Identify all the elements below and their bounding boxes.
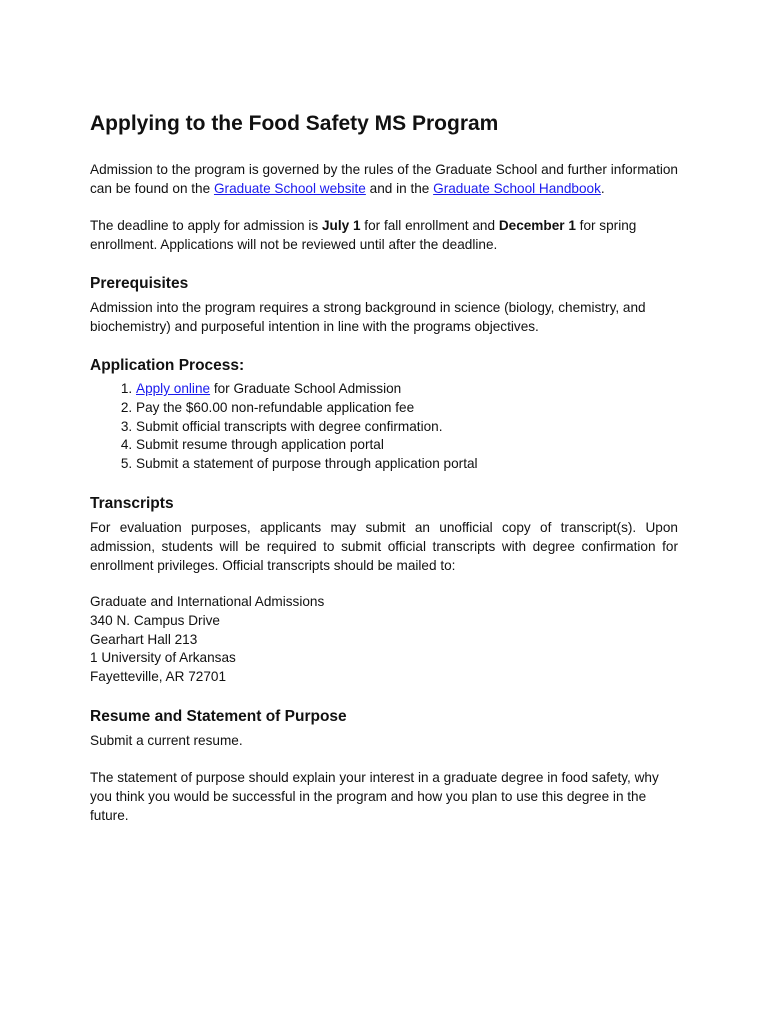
application-step bbox=[136, 380, 678, 399]
deadline-text-2: for fall enrollment and bbox=[360, 218, 499, 233]
intro-text-1: Admission to the program is governed by the rules of the Graduate School and further information can be found on the bbox=[90, 162, 678, 196]
intro-text-2: and in the bbox=[365, 181, 434, 196]
resume-text: Submit a current resume. bbox=[90, 732, 243, 748]
application-step: 2. Pay the $60.00 non-refundable application fee bbox=[136, 399, 678, 418]
application-step: 4. Submit resume through application portal bbox=[136, 436, 678, 455]
application-process-heading: Application Process: bbox=[90, 357, 245, 374]
prerequisites-heading: Prerequisites bbox=[90, 275, 189, 292]
deadline-text-3: for spring enrollment. Applications will not be reviewed until after the deadline. bbox=[90, 218, 637, 252]
spring-deadline: December 1 bbox=[498, 218, 576, 233]
step1-text: for Graduate School Admission bbox=[210, 381, 402, 396]
page-title: Applying to the Food Safety MS Program bbox=[90, 112, 499, 135]
address-line: 340 N. Campus Drive bbox=[90, 612, 220, 628]
address-line: Fayetteville, AR 72701 bbox=[90, 669, 227, 685]
graduate-school-handbook-link[interactable]: Graduate School Handbook bbox=[433, 181, 601, 196]
fall-deadline: July 1 bbox=[321, 218, 361, 233]
statement-of-purpose-text: The statement of purpose should explain your interest in a graduate degree in food safety, why you think you would be successful in the program and how you plan to use this degree in the future. bbox=[90, 769, 659, 823]
deadline-text-1: The deadline to apply for admission is bbox=[90, 218, 322, 233]
resume-heading: Resume and Statement of Purpose bbox=[90, 707, 347, 725]
address-line: 1 University of Arkansas bbox=[90, 650, 236, 666]
transcripts-heading: Transcripts bbox=[90, 494, 174, 512]
address-line: Graduate and International Admissions bbox=[90, 593, 325, 609]
deadline-paragraph bbox=[90, 216, 678, 254]
intro-paragraph bbox=[90, 160, 678, 198]
prerequisites-text: Admission into the program requires a strong background in science (biology, chemistry, and biochemistry) and purposeful intention in line with the programs objectives. bbox=[90, 300, 646, 334]
address-line: Gearhart Hall 213 bbox=[90, 631, 198, 647]
document-body bbox=[90, 110, 678, 825]
application-step: 5. Submit a statement of purpose through application portal bbox=[136, 455, 678, 474]
graduate-school-website-link[interactable]: Graduate School website bbox=[213, 181, 366, 196]
application-steps-list bbox=[90, 380, 678, 474]
transcripts-text: For evaluation purposes, applicants may submit an unofficial copy of transcript(s). Upon admission, students will be required to submit official transcripts with degree confirmation for enrollment privileges. Official transcripts should be mailed to: bbox=[90, 519, 678, 573]
application-step: 3. Submit official transcripts with degree confirmation. bbox=[136, 418, 678, 437]
intro-text-3: . bbox=[600, 181, 605, 196]
apply-online-link[interactable]: Apply online bbox=[136, 381, 211, 396]
mailing-address bbox=[90, 593, 678, 687]
